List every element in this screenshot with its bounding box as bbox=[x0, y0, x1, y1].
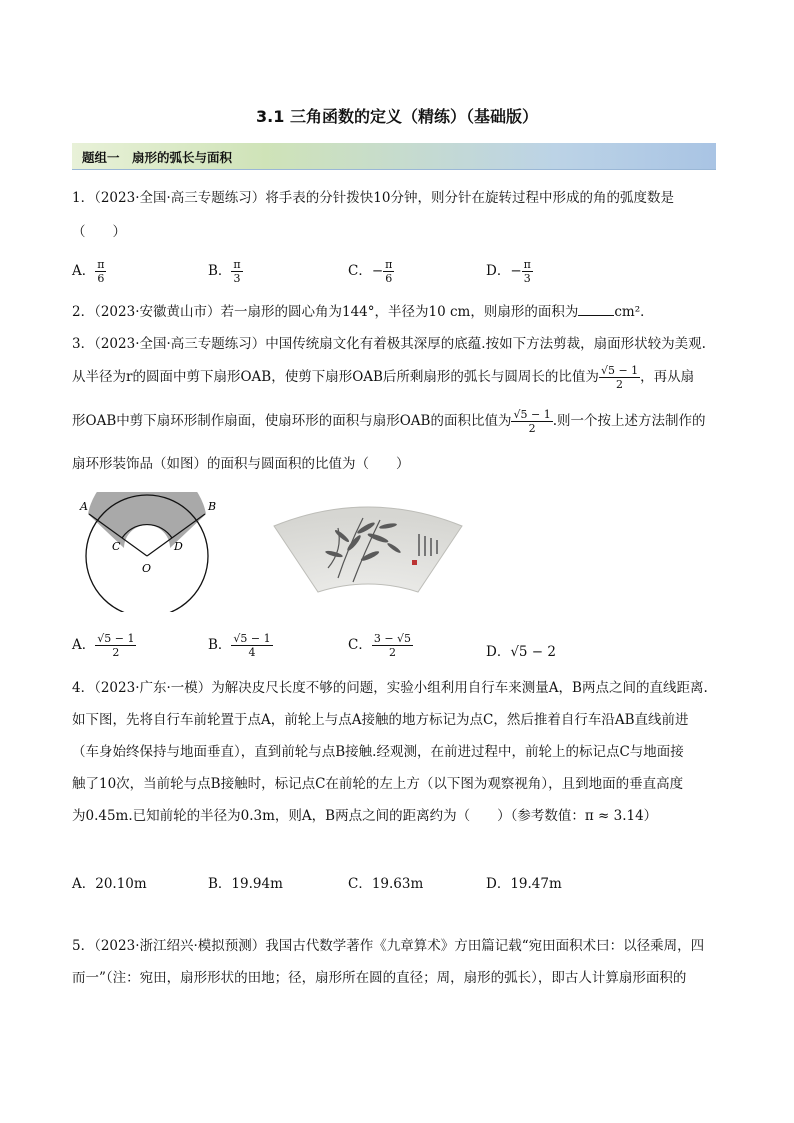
section-header-bar bbox=[72, 143, 716, 170]
q4-option-d: D．19.47m bbox=[486, 876, 562, 892]
q4-option-a: A．20.10m bbox=[72, 876, 147, 892]
q1-option-d: D．− $\frac{\pi}{3}$ bbox=[486, 258, 531, 285]
q3-option-a: A． $\frac{√5 - 1}{2}$ bbox=[72, 632, 135, 659]
fraction: $\frac{√5 - 1}{2}$ bbox=[513, 408, 551, 435]
q5-line-2: 而一”（注：宛田，扇形形状的田地；径，扇形所在圆的直径；周，扇形的弧长），即古人计算扇形面积的 bbox=[72, 970, 687, 986]
fraction: $\frac{√5 - 1}{2}$ bbox=[97, 632, 135, 659]
q5-line-1: 5．（2023·浙江绍兴·模拟预测）我国古代数学著作《九章算术》方田篇记载“宛田面积术曰：以径乘周，四 bbox=[72, 938, 705, 954]
q4-option-b: B．19.94m bbox=[208, 876, 283, 892]
q2-stem: 2．（2023·安徽黄山市）若一扇形的圆心角为144°，半径为10 cm，则扇形的面积为 cm²． bbox=[72, 304, 654, 320]
q4-line-3: （车身始终保持与地面垂直），直到前轮与点B接触.经观测，在前进过程中，前轮上的标记点C与地面接 bbox=[72, 744, 684, 760]
q4-line-1: 4．（2023·广东·一模）为解决皮尺长度不够的问题，实验小组利用自行车来测量A，B两点之间的直线距离. bbox=[72, 680, 708, 696]
q3-line-2: 从半径为r的圆面中剪下扇形OAB，使剪下扇形OAB后所剩扇形的弧长与圆周长的比值为 $\frac{√5 - 1}{2}$ ，再从扇 bbox=[72, 364, 695, 391]
q3-option-b: B． $\frac{√5 - 1}{4}$ bbox=[208, 632, 271, 659]
sector-diagram bbox=[76, 492, 226, 612]
q4-line-5: 为0.45m.已知前轮的半径为0.3m，则A，B两点之间的距离约为（ ）（参考数值：π ≈ 3.14） bbox=[72, 808, 658, 824]
label-d: D bbox=[174, 540, 183, 553]
q1-answer-paren: （ ） bbox=[72, 224, 126, 240]
fraction: $\frac{√5 - 1}{4}$ bbox=[233, 632, 271, 659]
q4-option-c: C．19.63m bbox=[348, 876, 424, 892]
section-header-label: 题组一 扇形的弧长与面积 bbox=[82, 150, 233, 165]
q3-line-4: 扇环形装饰品（如图）的面积与圆面积的比值为（ ） bbox=[72, 456, 410, 472]
label-b: B bbox=[208, 500, 217, 513]
fraction: $\frac{\pi}{3}$ bbox=[523, 258, 531, 285]
q1-stem: 1．（2023·全国·高三专题练习）将手表的分针拨快10分钟，则分针在旋转过程中形成的角的弧度数是 bbox=[72, 190, 674, 206]
q4-line-4: 触了10次，当前轮与点B接触时，标记点C在前轮的左上方（以下图为观察视角），且到地面的垂直高度 bbox=[72, 776, 684, 792]
label-a: A bbox=[80, 500, 88, 513]
fraction: $\frac{√5 - 1}{2}$ bbox=[600, 364, 639, 391]
fraction: $\frac{\pi}{6}$ bbox=[97, 258, 105, 285]
q3-line-3: 形OAB中剪下扇环形制作扇面，使扇环形的面积与扇形OAB的面积比值为 $\frac{√5 - 1}{2}$ .则一个按上述方法制作的 bbox=[72, 408, 706, 435]
fan-painting-image bbox=[268, 498, 468, 598]
fraction: $\frac{3 - √5}{2}$ bbox=[373, 632, 412, 659]
fraction: $\frac{\pi}{3}$ bbox=[233, 258, 241, 285]
q1-option-c: C．− $\frac{\pi}{6}$ bbox=[348, 258, 393, 285]
q3-option-c: C． $\frac{3 - √5}{2}$ bbox=[348, 632, 412, 659]
label-o: O bbox=[142, 562, 152, 575]
q1-option-b: B． $\frac{\pi}{3}$ bbox=[208, 258, 241, 285]
fraction: $\frac{\pi}{6}$ bbox=[385, 258, 393, 285]
page-title: 3.1 三角函数的定义（精练）（基础版） bbox=[256, 107, 538, 126]
label-c: C bbox=[112, 540, 121, 553]
q4-line-2: 如下图，先将自行车前轮置于点A，前轮上与点A接触的地方标记为点C，然后推着自行车沿AB直线前进 bbox=[72, 712, 689, 728]
q3-line-1: 3．（2023·全国·高三专题练习）中国传统扇文化有着极其深厚的底蕴.按如下方法剪裁，扇面形状较为美观. bbox=[72, 336, 706, 352]
answer-blank bbox=[578, 303, 614, 316]
fan-ring-shading bbox=[88, 492, 206, 548]
q3-option-d: D．√5 − 2 bbox=[486, 644, 557, 660]
q1-option-a: A． $\frac{\pi}{6}$ bbox=[72, 258, 105, 285]
